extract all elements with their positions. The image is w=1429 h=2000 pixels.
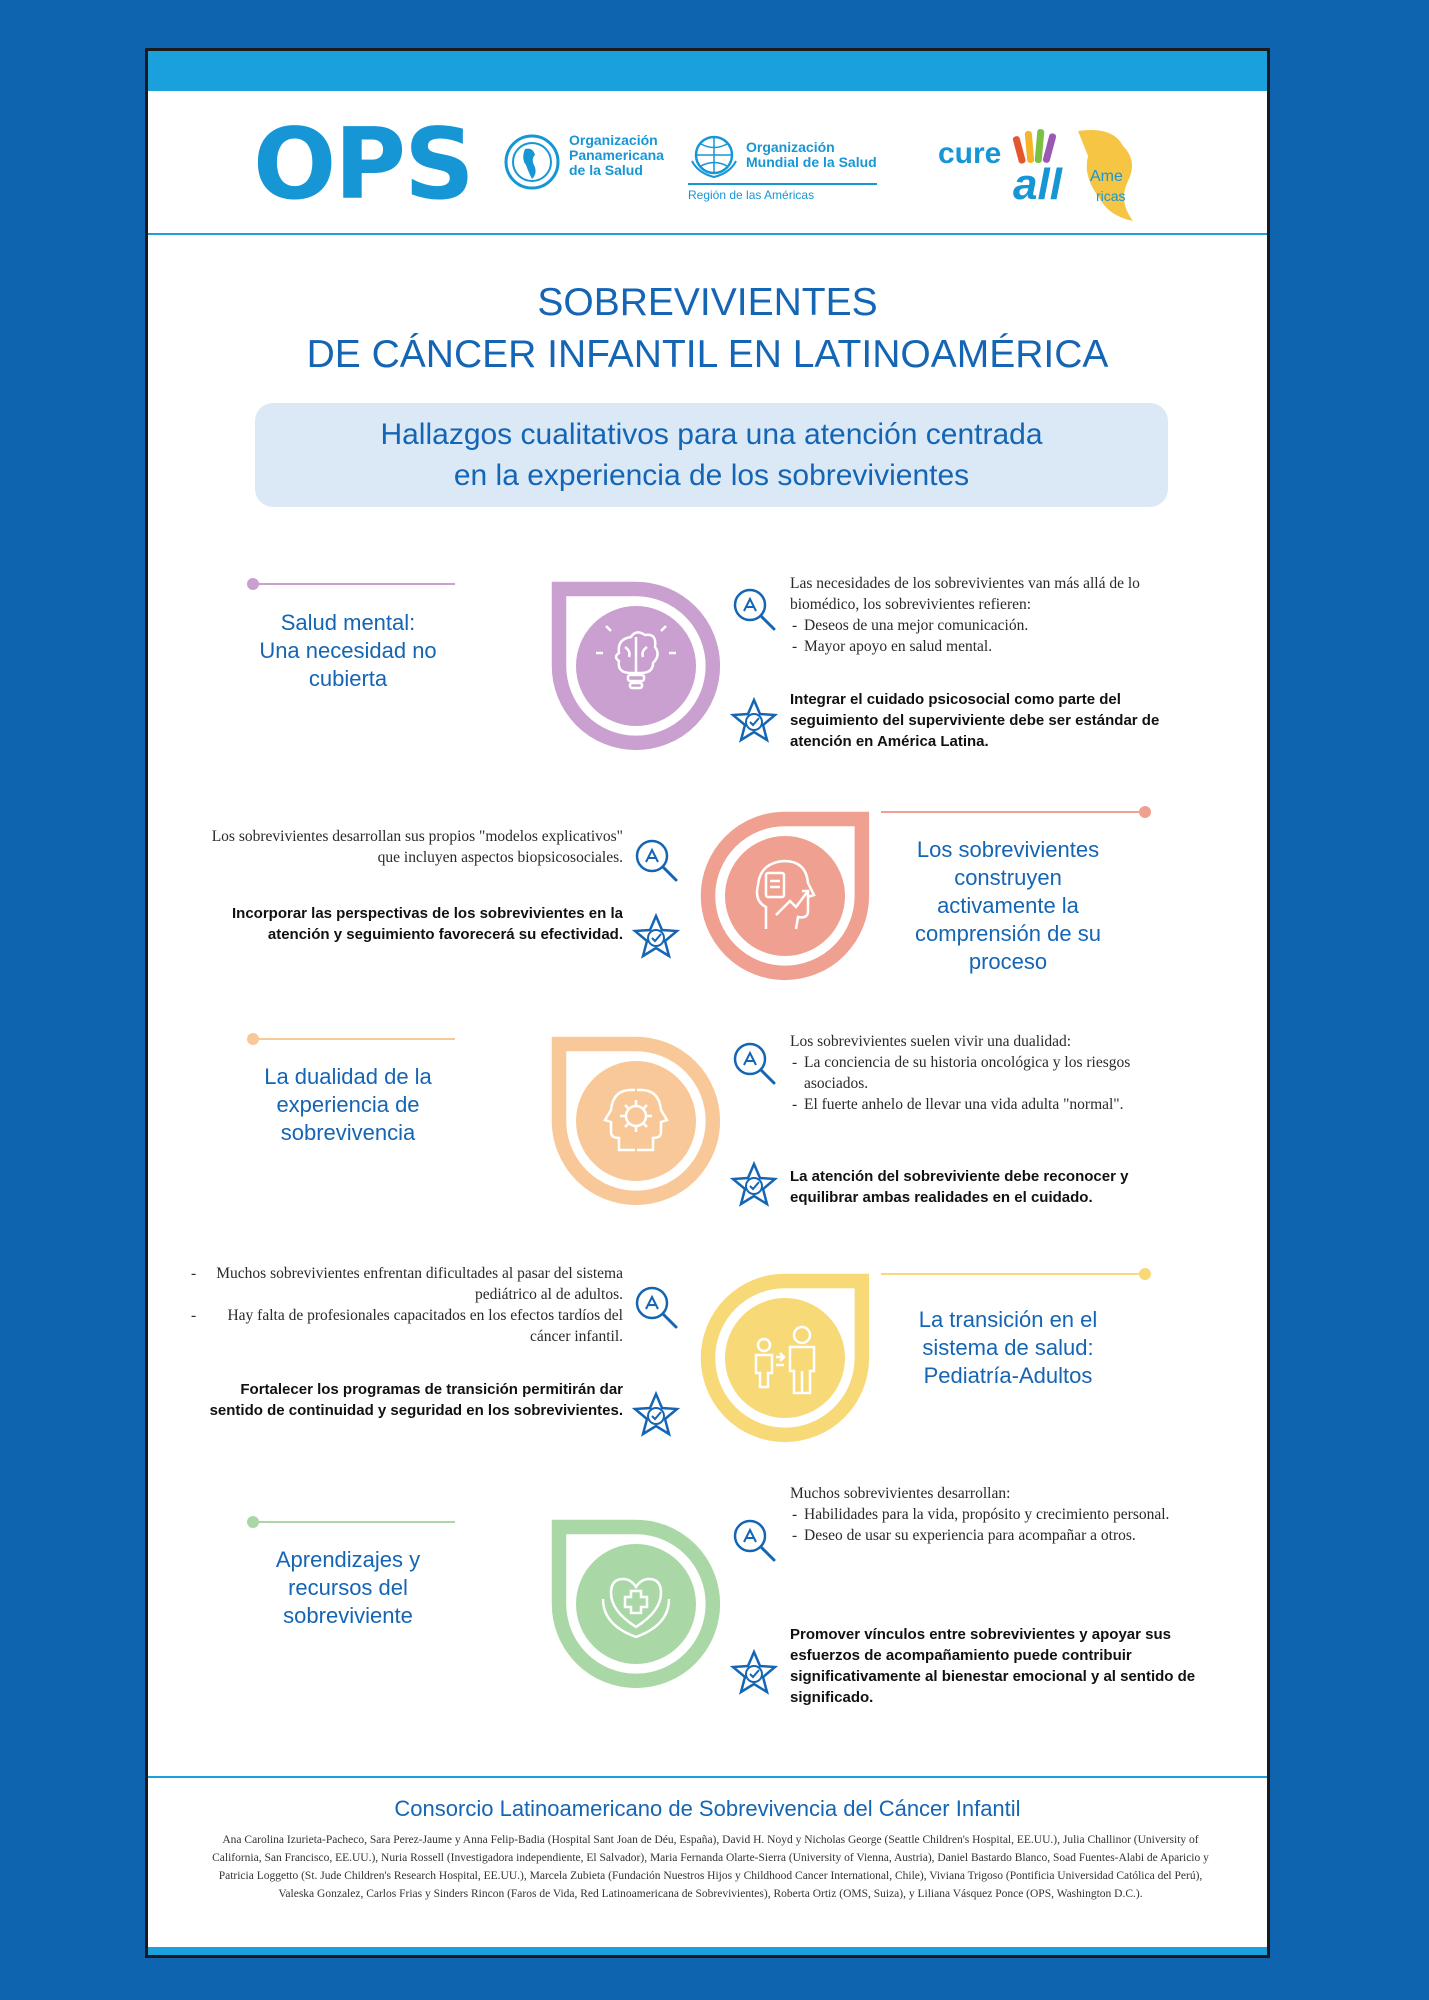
- row4-line: [881, 1273, 1141, 1275]
- magnifier-icon: [632, 1283, 680, 1331]
- ricas-text: ricas: [1096, 188, 1126, 204]
- poster: [145, 48, 1270, 1958]
- row2-label-line: construyen: [954, 865, 1062, 890]
- all-text: all: [1013, 160, 1062, 209]
- header-divider: [148, 233, 1267, 235]
- row1-label-line: Una necesidad no: [259, 638, 437, 663]
- row5-label-line: sobreviviente: [283, 1603, 413, 1628]
- row5-line: [258, 1521, 455, 1523]
- subtitle-box: [255, 403, 1168, 507]
- row1-finding-item: - Deseos de una mejor comunicación.: [804, 615, 1180, 636]
- row5-label: [248, 1546, 448, 1630]
- paho-name-2: Panamericana: [569, 147, 664, 163]
- row3-label: [248, 1063, 448, 1147]
- footer-authors: Ana Carolina Izurieta-Pacheco, Sara Perez-Jaume y Anna Felip-Badia (Hospital Sant Joan de Déu, España), David H. Noyd y Nicholas George (Seattle Children's Hospital, EE.UU.), Julia Challinor (University of California, San Francisco, EE.UU.), Nuria Rossell (Investigadora independiente, El Salvador), Maria Fernanda Olarte-Sierra (University of Vienna, Austria), Daniel Bastardo Blanco, Soad Fuentes-Alabi de Aparicio y Patricia Loggetto (St. Jude Children's Research Hospital, EE.UU.), Marcela Zubieta (Fundación Nuestros Hijos y Childhood Cancer International, Chile), Viviana Trigoso (Pontificia Universidad Católica del Perú), Valeska Gonzalez, Carlos Frias y Sinders Rincon (Faros de Vida, Red Latinoamericana de Sobrevivientes), Roberta Ortiz (OMS, Suiza), y Liliana Vásquez Ponce (OPS, Washington D.C.).: [212, 1834, 1209, 1900]
- who-logo: [688, 131, 877, 202]
- row2-label-line: Los sobrevivientes: [916, 837, 1100, 862]
- row3-recommendation: La atención del sobreviviente debe reconocer y equilibrar ambas realidades en el cuidado.: [790, 1168, 1129, 1206]
- row5-recommendation: Promover vínculos entre sobrevivientes y apoyar sus esfuerzos de acompañamiento puede contribuir significativamente al bienestar emocional y al sentido de significado.: [790, 1626, 1196, 1706]
- row2-label-line: proceso: [968, 949, 1048, 974]
- row2-label-line: activamente la: [937, 893, 1079, 918]
- row5-label-line: Aprendizajes y: [275, 1547, 421, 1572]
- subtitle-line-2: en la experiencia de los sobrevivientes: [453, 459, 970, 492]
- magnifier-icon: [730, 1039, 778, 1087]
- bottom-bar: [148, 1947, 1267, 1955]
- row2-finding: [203, 826, 623, 868]
- row1-line: [258, 583, 455, 585]
- paho-logo: [503, 133, 664, 191]
- row1-recommendation: Integrar el cuidado psicosocial como parte del seguimiento del superviviente debe ser estándar de atención en América Latina.: [790, 691, 1160, 750]
- row5-finding-intro: Muchos sobrevivientes desarrollan:: [790, 1485, 1011, 1502]
- who-emblem-icon: [688, 131, 740, 179]
- star-check-icon: [730, 1161, 778, 1209]
- row4-label: [893, 1306, 1123, 1390]
- magnifier-icon: [730, 1516, 778, 1564]
- row3-line: [258, 1038, 455, 1040]
- row4-finding-item: - Hay falta de profesionales capacitados en los efectos tardíos del cáncer infantil.: [203, 1305, 623, 1347]
- row2-finding-intro: Los sobrevivientes desarrollan sus propios "modelos explicativos" que incluyen aspectos biopsicosociales.: [211, 828, 623, 866]
- row2-label: [893, 836, 1123, 976]
- cure-text: cure: [938, 137, 1002, 170]
- cure-all-americas-logo: [938, 121, 1168, 231]
- row5-drop: [551, 1519, 721, 1689]
- who-name-1: Organización: [746, 139, 835, 155]
- row5-finding-item: - Habilidades para la vida, propósito y crecimiento personal.: [804, 1504, 1180, 1525]
- row3-label-line: experiencia de: [276, 1092, 420, 1117]
- title-line-2: DE CÁNCER INFANTIL EN LATINOAMÉRICA: [306, 333, 1109, 376]
- row5-finding: [790, 1483, 1180, 1546]
- star-check-icon: [730, 1649, 778, 1697]
- row4-drop: [700, 1273, 870, 1443]
- row1-finding-intro: Las necesidades de los sobrevivientes van más allá de lo biomédico, los sobrevivientes refieren:: [790, 575, 1140, 613]
- footer-title: Consorcio Latinoamericano de Sobrevivencia del Cáncer Infantil: [394, 1796, 1021, 1821]
- title-line-1: SOBREVIVIENTES: [537, 281, 878, 324]
- row2-label-line: comprensión de su: [915, 921, 1101, 946]
- star-check-icon: [632, 913, 680, 961]
- hand-icon: [1012, 129, 1057, 165]
- row3-finding: [790, 1031, 1180, 1115]
- row4-dot: [1139, 1268, 1151, 1280]
- row3-label-line: sobrevivencia: [280, 1120, 416, 1145]
- footer-divider: [148, 1776, 1267, 1778]
- row3-finding-item: - El fuerte anhelo de llevar una vida adulta "normal".: [804, 1094, 1180, 1115]
- star-check-icon: [730, 697, 778, 745]
- row1-drop: [551, 581, 721, 751]
- row4-recommendation: Fortalecer los programas de transición permitirán dar sentido de continuidad y seguridad en los sobrevivientes.: [209, 1381, 623, 1419]
- ame-text: Ame: [1090, 168, 1123, 185]
- who-name-2: Mundial de la Salud: [746, 154, 877, 170]
- ops-logo: OPS: [253, 108, 473, 222]
- row1-finding: [790, 573, 1180, 657]
- row3-finding-item: - La conciencia de su historia oncológica y los riesgos asociados.: [804, 1052, 1180, 1094]
- globe-icon: [503, 133, 561, 191]
- row3-finding-intro: Los sobrevivientes suelen vivir una dualidad:: [790, 1033, 1072, 1050]
- row5-label-line: recursos del: [288, 1575, 408, 1600]
- row1-label: [248, 609, 448, 693]
- row4-finding-item: - Muchos sobrevivientes enfrentan dificultades al pasar del sistema pediátrico al de adultos.: [203, 1263, 623, 1305]
- paho-name-1: Organización: [569, 132, 658, 148]
- row2-drop: [700, 811, 870, 981]
- paho-name-3: de la Salud: [569, 162, 643, 178]
- who-region: Región de las Américas: [688, 183, 877, 202]
- row4-label-line: La transición en el: [918, 1307, 1098, 1332]
- row1-finding-item: - Mayor apoyo en salud mental.: [804, 636, 1180, 657]
- subtitle-line-1: Hallazgos cualitativos para una atención centrada: [380, 418, 1043, 451]
- magnifier-icon: [632, 836, 680, 884]
- row3-drop: [551, 1036, 721, 1206]
- row4-label-line: Pediatría-Adultos: [923, 1363, 1093, 1388]
- row3-label-line: La dualidad de la: [264, 1064, 432, 1089]
- row2-recommendation: Incorporar las perspectivas de los sobrevivientes en la atención y seguimiento favorecerá su efectividad.: [231, 905, 623, 943]
- row1-label-line: Salud mental:: [280, 610, 416, 635]
- row5-finding-item: - Deseo de usar su experiencia para acompañar a otros.: [804, 1525, 1180, 1546]
- row1-label-line: cubierta: [308, 666, 388, 691]
- row4-label-line: sistema de salud:: [922, 1335, 1094, 1360]
- row4-finding: [203, 1263, 623, 1347]
- magnifier-icon: [730, 585, 778, 633]
- star-check-icon: [632, 1391, 680, 1439]
- row2-dot: [1139, 806, 1151, 818]
- top-bar: [148, 51, 1267, 91]
- row2-line: [881, 811, 1141, 813]
